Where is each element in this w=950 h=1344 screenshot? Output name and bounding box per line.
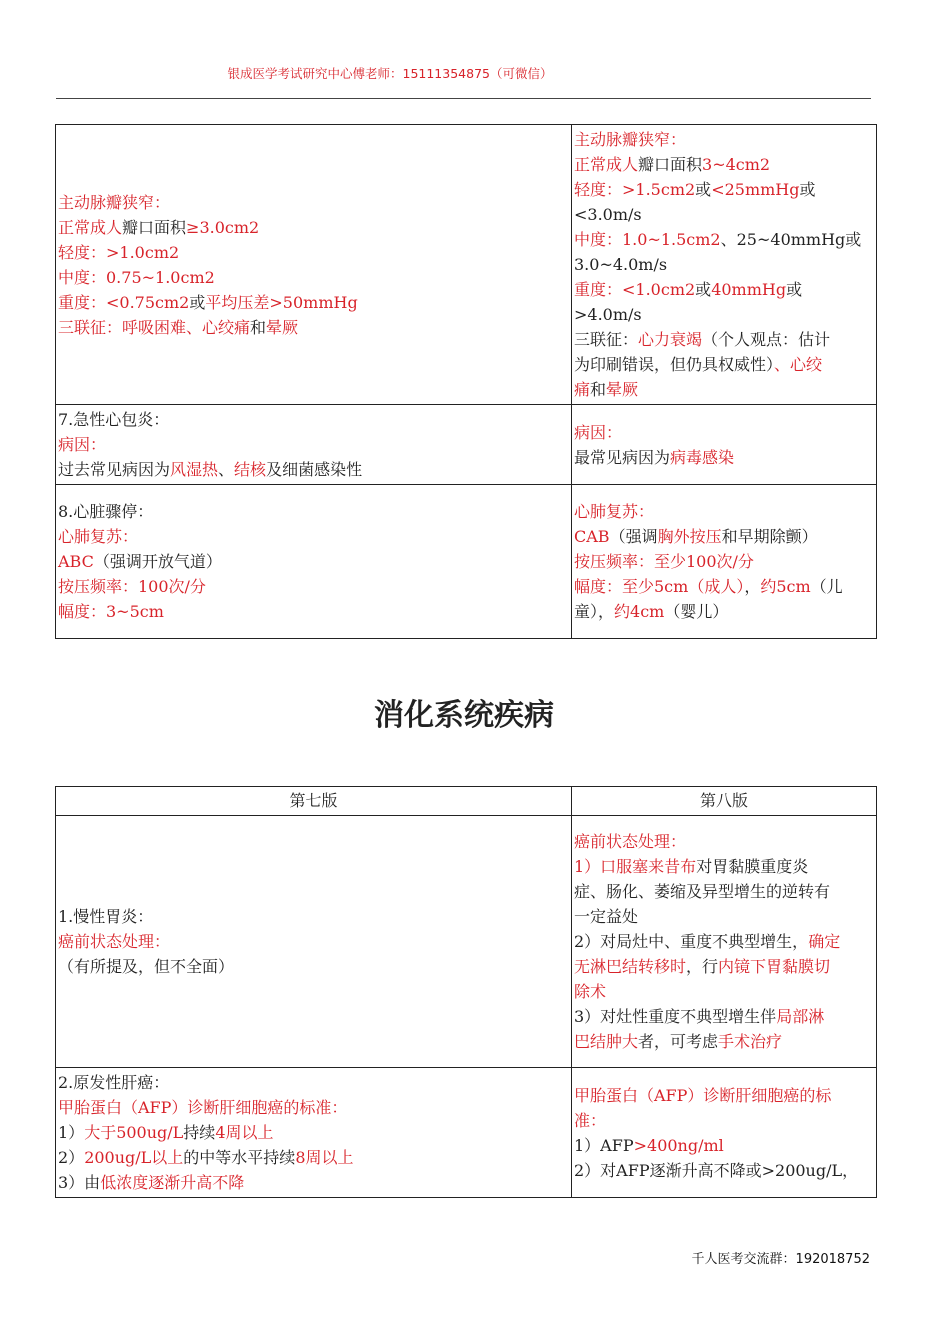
body-text: >4.0m/s bbox=[574, 305, 642, 324]
highlight-text: 内镜下胃黏膜切 bbox=[718, 957, 831, 976]
highlight-text: 按压频率：至少100次/分 bbox=[574, 552, 754, 571]
cell-line bbox=[58, 904, 569, 929]
cell-line bbox=[574, 829, 874, 854]
highlight-text: 甲胎蛋白（AFP）诊断肝细胞癌的标准： bbox=[58, 1098, 348, 1117]
cell-line bbox=[574, 599, 874, 624]
body-text: 对胃黏膜重度炎 bbox=[696, 857, 809, 876]
table-row bbox=[56, 816, 877, 1068]
highlight-text: 大于500ug/L bbox=[84, 1123, 184, 1142]
body-text: 瓣口面积 bbox=[122, 217, 187, 237]
table-row bbox=[56, 1068, 877, 1198]
cell-line bbox=[58, 1170, 569, 1195]
body-text: 7.急性心包炎： bbox=[58, 410, 170, 429]
highlight-text: 局部淋 bbox=[776, 1007, 825, 1026]
cell-line bbox=[58, 499, 569, 524]
body-text: 或 bbox=[799, 180, 816, 199]
highlight-text: 重度：<1.0cm2 bbox=[574, 280, 696, 299]
left-cell bbox=[56, 405, 572, 485]
cell-line bbox=[574, 252, 874, 277]
body-text: 为印刷错误，但仍具权威性） bbox=[574, 355, 775, 374]
highlight-text: 1）口服塞来昔布 bbox=[574, 857, 697, 876]
highlight-text: 病毒感染 bbox=[670, 447, 735, 467]
cell-line bbox=[574, 524, 874, 549]
highlight-text: 轻度：>1.5cm2 bbox=[574, 180, 696, 199]
highlight-text: 中度：0.75~1.0cm2 bbox=[58, 267, 215, 287]
body-text: 2）对AFP逐渐升高不降或>200ug/L， bbox=[574, 1160, 859, 1180]
highlight-text: 风湿热 bbox=[170, 460, 219, 479]
highlight-text: 痛 bbox=[574, 380, 591, 399]
table-row bbox=[56, 405, 877, 485]
highlight-text: 手术治疗 bbox=[718, 1032, 783, 1051]
body-text: 持续 bbox=[183, 1123, 216, 1142]
cell-line bbox=[574, 327, 874, 352]
cell-line bbox=[58, 457, 569, 482]
page-header: 银成医学考试研究中心傅老师：15111354875（可微信） bbox=[227, 66, 553, 81]
body-text: （儿 bbox=[810, 577, 843, 596]
highlight-text: 200ug/L以上 bbox=[84, 1148, 184, 1167]
right-cell bbox=[572, 405, 877, 485]
highlight-text: 约5cm bbox=[760, 577, 811, 596]
body-text: 者，可考虑 bbox=[638, 1032, 719, 1051]
body-text: 1）AFP bbox=[574, 1135, 634, 1155]
highlight-text: 癌前状态处理： bbox=[58, 932, 171, 951]
highlight-text: 心力衰竭 bbox=[638, 330, 703, 349]
body-text: 2）对局灶中、重度不典型增生， bbox=[574, 932, 809, 951]
cell-line bbox=[58, 432, 569, 457]
highlight-text: 癌前状态处理： bbox=[574, 832, 687, 851]
highlight-text: 低浓度逐渐升高不降 bbox=[100, 1173, 245, 1192]
body-text: 、 bbox=[218, 460, 235, 479]
body-text: 1） bbox=[58, 1123, 85, 1142]
highlight-text: 甲胎蛋白（AFP）诊断肝细胞癌的标 bbox=[574, 1085, 832, 1105]
highlight-text: 按压频率：100次/分 bbox=[58, 577, 206, 596]
highlight-text: 晕厥 bbox=[606, 380, 639, 399]
body-text: 童）， bbox=[574, 602, 615, 621]
highlight-text: ABC bbox=[58, 552, 94, 571]
body-text: ，行 bbox=[686, 957, 719, 976]
body-text: 和早期除颤） bbox=[721, 527, 818, 546]
body-text: 症、肠化、萎缩及异型增生的逆转有 bbox=[574, 882, 831, 901]
cell-line bbox=[58, 1095, 569, 1120]
body-text: 或 bbox=[786, 280, 803, 299]
highlight-text: 主动脉瓣狭窄： bbox=[58, 192, 171, 212]
highlight-text: 8周以上 bbox=[295, 1148, 354, 1167]
table-row bbox=[56, 485, 877, 639]
body-text: 或 bbox=[189, 292, 206, 312]
highlight-text: 4周以上 bbox=[215, 1123, 274, 1142]
cell-line bbox=[574, 202, 874, 227]
cell-line bbox=[574, 1004, 874, 1029]
right-cell bbox=[572, 1068, 877, 1198]
highlight-text: >400ng/ml bbox=[633, 1135, 724, 1155]
cell-line bbox=[58, 574, 569, 599]
header-divider bbox=[56, 98, 871, 99]
cell-line bbox=[58, 1120, 569, 1145]
highlight-text: 确定 bbox=[808, 932, 841, 951]
cell-line bbox=[58, 240, 569, 265]
cell-line bbox=[574, 152, 874, 177]
highlight-text: 正常成人 bbox=[58, 217, 123, 237]
col-header-8th-edition: 第八版 bbox=[572, 787, 877, 816]
body-text: 3）由 bbox=[58, 1173, 101, 1192]
cell-line bbox=[574, 377, 874, 402]
cell-line bbox=[574, 352, 874, 377]
highlight-text: <25mmHg bbox=[711, 180, 800, 199]
highlight-text: 胸外按压 bbox=[657, 527, 722, 546]
highlight-text: 三联征：呼吸困难、心绞痛 bbox=[58, 317, 251, 337]
cell-line bbox=[574, 227, 874, 252]
highlight-text: 病因： bbox=[58, 435, 107, 454]
cell-line bbox=[574, 127, 874, 152]
table-row bbox=[56, 125, 877, 405]
body-text: 和 bbox=[590, 380, 607, 399]
cell-line bbox=[574, 1133, 874, 1158]
right-cell bbox=[572, 485, 877, 639]
body-text: 1.慢性胃炎： bbox=[58, 907, 154, 926]
body-text: 一定益处 bbox=[574, 907, 639, 926]
highlight-text: 重度：<0.75cm2 bbox=[58, 292, 190, 312]
cell-line bbox=[58, 954, 569, 979]
highlight-text: 正常成人 bbox=[574, 155, 639, 174]
cell-line bbox=[574, 499, 874, 524]
cell-line bbox=[58, 290, 569, 315]
body-text: 2.原发性肝癌： bbox=[58, 1073, 170, 1092]
highlight-text: 幅度：3~5cm bbox=[58, 602, 164, 621]
highlight-text: 40mmHg bbox=[711, 280, 787, 299]
cell-line bbox=[58, 215, 569, 240]
highlight-text: 准： bbox=[574, 1110, 607, 1130]
cell-line bbox=[58, 407, 569, 432]
cell-line bbox=[574, 954, 874, 979]
cell-line bbox=[58, 1145, 569, 1170]
body-text: 3.0~4.0m/s bbox=[574, 255, 668, 274]
body-text: （强调开放气道） bbox=[93, 552, 222, 571]
highlight-text: ≥3.0cm2 bbox=[186, 217, 260, 237]
cell-line bbox=[58, 265, 569, 290]
cell-line bbox=[574, 574, 874, 599]
body-text: 3）对灶性重度不典型增生伴 bbox=[574, 1007, 777, 1026]
cell-line bbox=[574, 904, 874, 929]
highlight-text: CAB bbox=[574, 527, 610, 546]
cell-line bbox=[58, 599, 569, 624]
body-text: 的中等水平持续 bbox=[183, 1148, 296, 1167]
body-text: 和 bbox=[250, 317, 267, 337]
body-text: 或 bbox=[695, 280, 712, 299]
body-text: ， bbox=[744, 577, 761, 596]
cell-line bbox=[574, 979, 874, 1004]
cell-line bbox=[58, 549, 569, 574]
body-text: 2） bbox=[58, 1148, 85, 1167]
left-cell bbox=[56, 1068, 572, 1198]
highlight-text: 除术 bbox=[574, 982, 607, 1001]
highlight-text: 平均压差>50mmHg bbox=[205, 292, 358, 312]
highlight-text: 主动脉瓣狭窄： bbox=[574, 130, 687, 149]
highlight-text: 轻度：>1.0cm2 bbox=[58, 242, 180, 262]
highlight-text: 心肺复苏： bbox=[574, 502, 655, 521]
highlight-text: 心肺复苏： bbox=[58, 527, 139, 546]
body-text: 过去常见病因为 bbox=[58, 460, 171, 479]
highlight-text: 晕厥 bbox=[266, 317, 299, 337]
right-cell bbox=[572, 125, 877, 405]
left-cell bbox=[56, 125, 572, 405]
right-cell bbox=[572, 816, 877, 1068]
cell-line bbox=[58, 315, 569, 340]
body-text: 最常见病因为 bbox=[574, 447, 671, 467]
cell-line bbox=[574, 1108, 874, 1133]
body-text: 三联征： bbox=[574, 330, 639, 349]
cell-line bbox=[574, 302, 874, 327]
cell-line bbox=[574, 1029, 874, 1054]
table-header-row bbox=[56, 787, 877, 816]
cell-line bbox=[574, 445, 874, 470]
body-text: （婴儿） bbox=[664, 602, 729, 621]
cell-line bbox=[58, 190, 569, 215]
cell-line bbox=[58, 929, 569, 954]
left-cell bbox=[56, 485, 572, 639]
highlight-text: 幅度：至少5cm（成人） bbox=[574, 577, 745, 596]
body-text: （强调 bbox=[609, 527, 658, 546]
page-footer: 千人医考交流群：192018752 bbox=[691, 1252, 870, 1267]
cardio-comparison-table bbox=[55, 124, 877, 639]
body-text: 或 bbox=[845, 230, 862, 249]
cell-line bbox=[574, 929, 874, 954]
body-text: 、25~40mmHg bbox=[720, 230, 846, 249]
highlight-text: 结核 bbox=[234, 460, 267, 479]
body-text: （个人观点：估计 bbox=[702, 330, 831, 349]
left-cell bbox=[56, 816, 572, 1068]
cell-line bbox=[574, 277, 874, 302]
highlight-text: 巴结肿大 bbox=[574, 1032, 639, 1051]
body-text: 及细菌感染性 bbox=[266, 460, 363, 479]
digestive-comparison-table bbox=[55, 786, 877, 1198]
cell-line bbox=[574, 177, 874, 202]
highlight-text: 中度：1.0~1.5cm2 bbox=[574, 230, 721, 249]
col-header-7th-edition: 第七版 bbox=[56, 787, 572, 816]
cell-line bbox=[574, 549, 874, 574]
highlight-text: 无淋巴结转移时 bbox=[574, 957, 687, 976]
body-text: 瓣口面积 bbox=[638, 155, 703, 174]
body-text: 8.心脏骤停： bbox=[58, 502, 154, 521]
cell-line bbox=[574, 420, 874, 445]
cell-line bbox=[574, 1083, 874, 1108]
highlight-text: 3~4cm2 bbox=[702, 155, 771, 174]
section-title: 消化系统疾病 bbox=[374, 698, 554, 733]
body-text: （有所提及，但不全面） bbox=[58, 957, 235, 976]
highlight-text: 约4cm bbox=[614, 602, 665, 621]
body-text: <3.0m/s bbox=[574, 205, 642, 224]
body-text: 或 bbox=[695, 180, 712, 199]
highlight-text: 病因： bbox=[574, 422, 623, 442]
cell-line bbox=[574, 1158, 874, 1183]
cell-line bbox=[58, 524, 569, 549]
highlight-text: 、心绞 bbox=[774, 355, 823, 374]
cell-line bbox=[574, 879, 874, 904]
cell-line bbox=[58, 1070, 569, 1095]
cell-line bbox=[574, 854, 874, 879]
